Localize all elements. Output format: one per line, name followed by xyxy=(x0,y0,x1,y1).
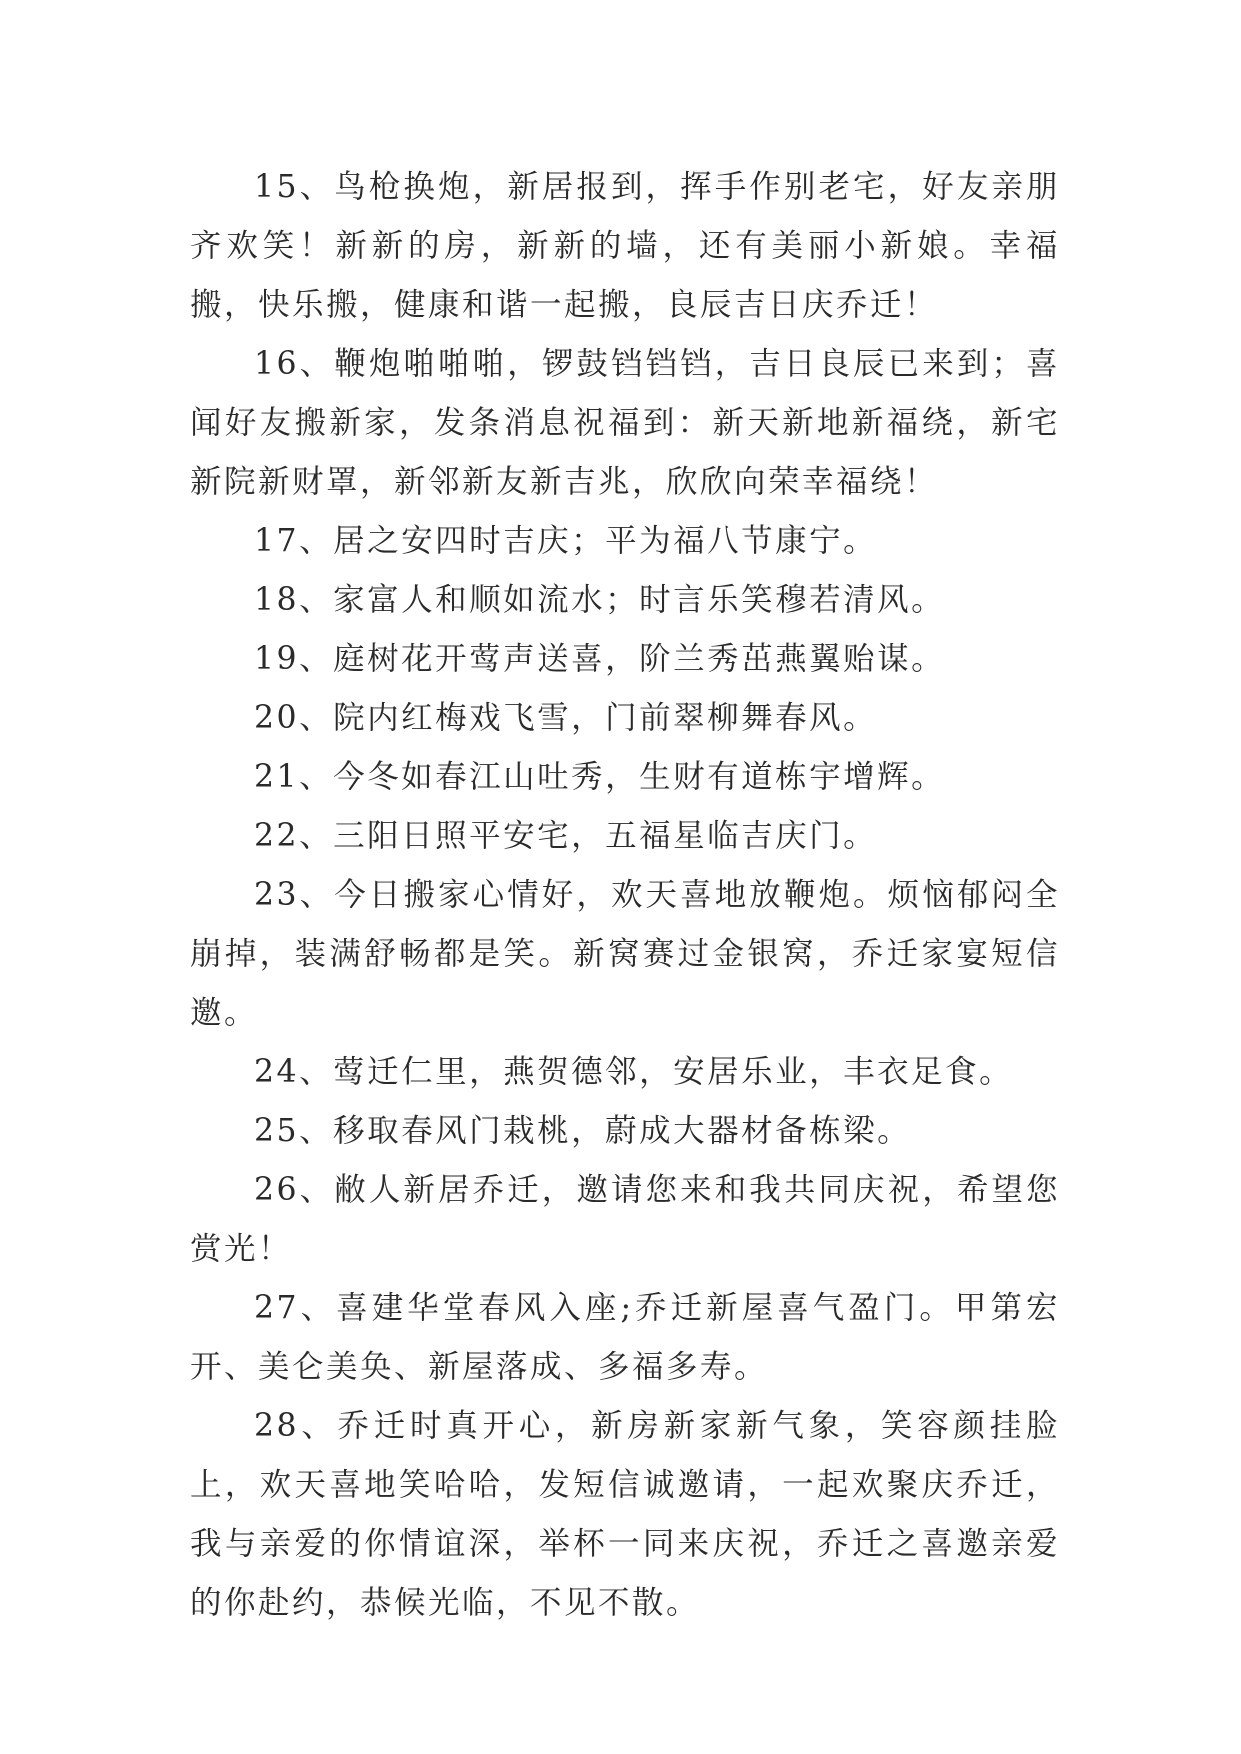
paragraph-24: 24、莺迁仁里，燕贺德邻，安居乐业，丰衣足食。 xyxy=(254,1054,1014,1090)
paragraph-15: 15、鸟枪换炮，新居报到，挥手作别老宅，好友亲朋齐欢笑！新新的房，新新的墙，还有美丽小新娘。幸福搬，快乐搬，健康和谐一起搬，良辰吉日庆乔迁！ xyxy=(190,169,1060,323)
paragraph-21: 21、今冬如春江山吐秀，生财有道栋宇增辉。 xyxy=(254,759,946,795)
paragraph-23: 23、今日搬家心情好，欢天喜地放鞭炮。烦恼郁闷全崩掉，装满舒畅都是笑。新窝赛过金银窝，乔迁家宴短信邀。 xyxy=(190,877,1060,1031)
paragraph-20: 20、院内红梅戏飞雪，门前翠柳舞春风。 xyxy=(254,700,878,736)
document-body xyxy=(190,158,1060,1633)
paragraph-18: 18、家富人和顺如流水；时言乐笑穆若清风。 xyxy=(254,582,946,618)
paragraph-22: 22、三阳日照平安宅，五福星临吉庆门。 xyxy=(254,818,878,854)
paragraph-27: 27、喜建华堂春风入座;乔迁新屋喜气盈门。甲第宏开、美仑美奂、新屋落成、多福多寿。 xyxy=(190,1290,1060,1385)
paragraph-28: 28、乔迁时真开心，新房新家新气象，笑容颜挂脸上，欢天喜地笑哈哈，发短信诚邀请，一起欢聚庆乔迁，我与亲爱的你情谊深，举杯一同来庆祝，乔迁之喜邀亲爱的你赴约，恭候光临，不见不散。 xyxy=(190,1408,1060,1621)
paragraph-19: 19、庭树花开莺声送喜，阶兰秀茁燕翼贻谋。 xyxy=(254,641,946,677)
paragraph-17: 17、居之安四时吉庆；平为福八节康宁。 xyxy=(254,523,878,559)
paragraph-25: 25、移取春风门栽桃，蔚成大器材备栋梁。 xyxy=(254,1113,912,1149)
paragraph-26: 26、敝人新居乔迁，邀请您来和我共同庆祝，希望您赏光！ xyxy=(190,1172,1060,1267)
paragraph-16: 16、鞭炮啪啪啪，锣鼓铛铛铛，吉日良辰已来到；喜闻好友搬新家，发条消息祝福到：新天新地新福绕，新宅新院新财罩，新邻新友新吉兆，欣欣向荣幸福绕！ xyxy=(190,346,1060,500)
